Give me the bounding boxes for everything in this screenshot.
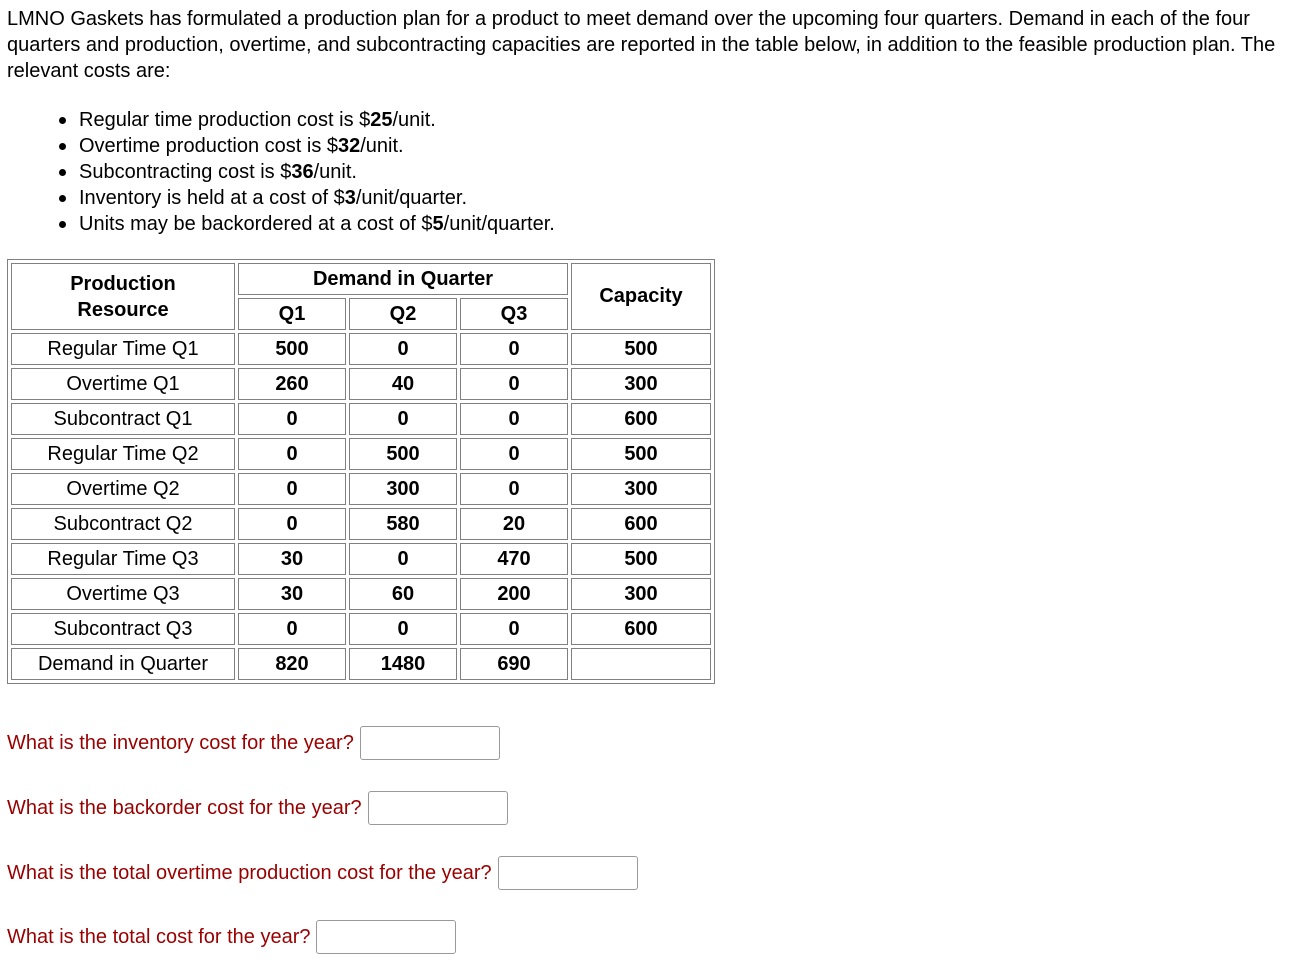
cell-q2: 60 — [349, 578, 457, 610]
cell-q1: 0 — [238, 613, 346, 645]
cell-q3: 0 — [460, 438, 568, 470]
question-label: What is the inventory cost for the year? — [7, 732, 354, 754]
table-row — [11, 368, 711, 400]
cell-resource: Overtime Q3 — [11, 578, 235, 610]
cell-capacity: 600 — [571, 613, 711, 645]
cell-resource: Subcontract Q2 — [11, 508, 235, 540]
cell-capacity: 300 — [571, 368, 711, 400]
cell-capacity: 600 — [571, 508, 711, 540]
cell-q2: 300 — [349, 473, 457, 505]
cell-q1: 0 — [238, 438, 346, 470]
header-q2: Q2 — [349, 298, 457, 330]
cell-q1: 0 — [238, 473, 346, 505]
cell-capacity: 600 — [571, 403, 711, 435]
cost-item: Subcontracting cost is $36/unit. — [59, 159, 555, 185]
cost-item: Inventory is held at a cost of $3/unit/quarter. — [59, 185, 555, 211]
inventory-cost-input[interactable] — [360, 726, 500, 760]
cell-q2: 500 — [349, 438, 457, 470]
overtime-cost-input[interactable] — [498, 856, 638, 890]
cell-capacity: 300 — [571, 578, 711, 610]
cell-resource: Overtime Q1 — [11, 368, 235, 400]
demand-row — [11, 648, 711, 680]
question-backorder-cost — [7, 791, 508, 825]
header-production-resource: Production Resource — [11, 263, 235, 330]
table-row — [11, 613, 711, 645]
cell-capacity — [571, 648, 711, 680]
cell-q1: 500 — [238, 333, 346, 365]
cell-q3: 470 — [460, 543, 568, 575]
cell-resource: Regular Time Q1 — [11, 333, 235, 365]
cell-capacity: 300 — [571, 473, 711, 505]
cell-q3: 0 — [460, 368, 568, 400]
cell-resource: Regular Time Q3 — [11, 543, 235, 575]
problem-intro: LMNO Gaskets has formulated a production plan for a product to meet demand over the upcoming four quarters. Demand in each of the four quarters and production, overtime, and subcontracting capacities are reported in the table below, in addition to the feasible production plan. The relevant costs are: — [7, 8, 1276, 82]
header-capacity: Capacity — [571, 263, 711, 330]
cost-item: Units may be backordered at a cost of $5/unit/quarter. — [59, 211, 555, 237]
cell-q3: 0 — [460, 473, 568, 505]
cell-q2: 1480 — [349, 648, 457, 680]
cell-q2: 580 — [349, 508, 457, 540]
question-overtime-cost — [7, 856, 638, 890]
cell-q3: 0 — [460, 333, 568, 365]
cell-q1: 30 — [238, 543, 346, 575]
cell-q3: 690 — [460, 648, 568, 680]
cell-resource: Overtime Q2 — [11, 473, 235, 505]
cell-q2: 0 — [349, 543, 457, 575]
cell-q1: 260 — [238, 368, 346, 400]
cell-q3: 200 — [460, 578, 568, 610]
cost-item: Overtime production cost is $32/unit. — [59, 133, 555, 159]
cell-capacity: 500 — [571, 438, 711, 470]
cell-q2: 0 — [349, 613, 457, 645]
question-label: What is the backorder cost for the year? — [7, 797, 362, 819]
cell-capacity: 500 — [571, 543, 711, 575]
question-label: What is the total cost for the year? — [7, 926, 311, 948]
header-q1: Q1 — [238, 298, 346, 330]
table-row — [11, 578, 711, 610]
cell-resource: Subcontract Q1 — [11, 403, 235, 435]
table-row — [11, 508, 711, 540]
header-q3: Q3 — [460, 298, 568, 330]
table-row — [11, 543, 711, 575]
table-row — [11, 473, 711, 505]
cell-q1: 0 — [238, 403, 346, 435]
cell-resource: Subcontract Q3 — [11, 613, 235, 645]
cell-q2: 40 — [349, 368, 457, 400]
table-row — [11, 333, 711, 365]
question-label: What is the total overtime production cost for the year? — [7, 862, 492, 884]
header-demand-in-quarter: Demand in Quarter — [238, 263, 568, 295]
cost-list — [59, 107, 555, 237]
question-total-cost — [7, 920, 456, 954]
total-cost-input[interactable] — [316, 920, 456, 954]
cell-q1: 30 — [238, 578, 346, 610]
backorder-cost-input[interactable] — [368, 791, 508, 825]
cell-resource: Regular Time Q2 — [11, 438, 235, 470]
table-row — [11, 438, 711, 470]
cell-q2: 0 — [349, 403, 457, 435]
production-plan-table — [7, 259, 715, 684]
cell-capacity: 500 — [571, 333, 711, 365]
cell-q3: 20 — [460, 508, 568, 540]
cell-q3: 0 — [460, 613, 568, 645]
question-inventory-cost — [7, 726, 500, 760]
table-row — [11, 403, 711, 435]
cell-q1: 820 — [238, 648, 346, 680]
cost-item: Regular time production cost is $25/unit. — [59, 107, 555, 133]
cell-resource: Demand in Quarter — [11, 648, 235, 680]
cell-q3: 0 — [460, 403, 568, 435]
cell-q1: 0 — [238, 508, 346, 540]
cell-q2: 0 — [349, 333, 457, 365]
